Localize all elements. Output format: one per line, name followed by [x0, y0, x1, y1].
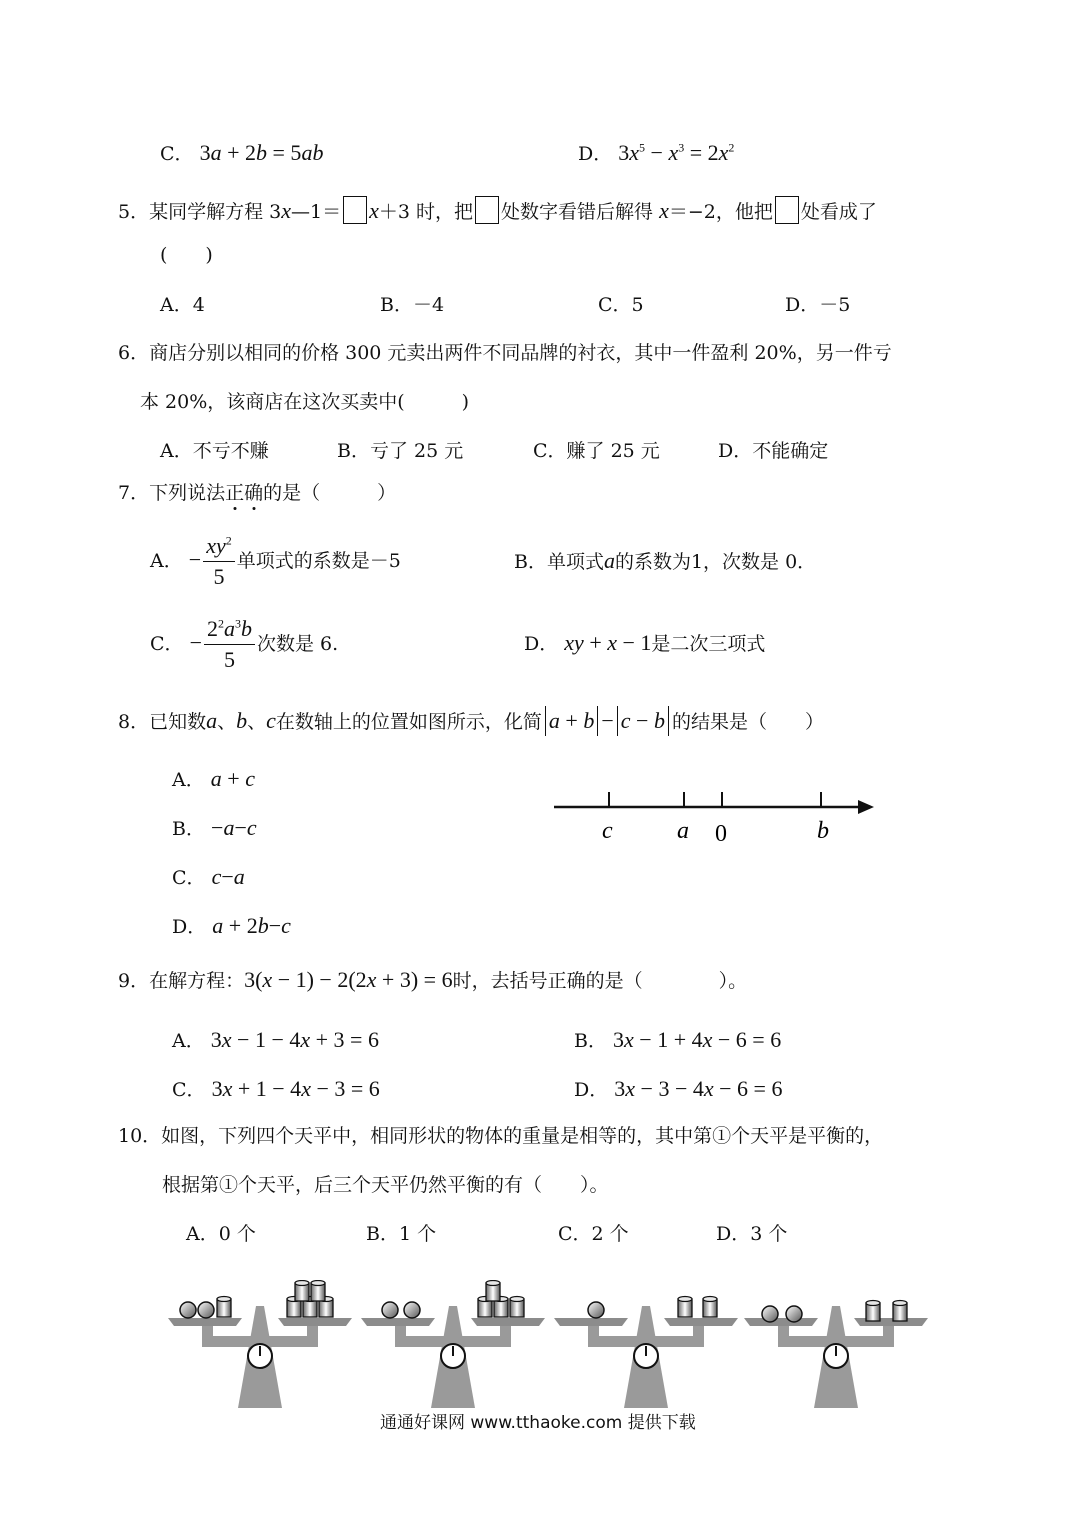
option-text: 的系数为1，次数是 0． — [614, 551, 817, 573]
number-line — [540, 780, 900, 860]
q10-stem-line2: 根据第①个天平，后三个天平仍然平衡的有（ ）。 — [162, 1174, 609, 1196]
option-label: B． — [574, 1030, 607, 1052]
balance-scales-figure — [160, 1280, 940, 1410]
formula: 3a + 2b = 5ab — [199, 140, 324, 165]
option-label: C． — [172, 1079, 206, 1101]
axis-label-c: c — [602, 818, 613, 844]
q9-stem — [118, 967, 747, 993]
stem-text: 在数轴上的位置如图所示，化简 — [275, 711, 542, 733]
q4-option-d — [578, 140, 734, 166]
q5-option-b: B．－4 — [380, 294, 445, 316]
equation: 3x + 1 − 4x − 3 = 6 — [211, 1076, 380, 1101]
q9-option-b — [574, 1027, 781, 1053]
q8-option-a: A． a + c — [172, 766, 255, 791]
answer-paren: ( ) — [160, 244, 213, 266]
balance-scale-4 — [744, 1301, 928, 1409]
stem-text: ＋3 时，把 — [378, 201, 473, 223]
q5-option-c: C．5 — [598, 294, 644, 316]
q9-option-c — [172, 1076, 380, 1102]
q8-option-b — [172, 815, 257, 841]
option-label: C． — [172, 867, 206, 889]
blank-box — [343, 196, 367, 224]
q6-option-b: B．亏了 25 元 — [337, 440, 464, 462]
axis-label-zero: 0 — [715, 821, 727, 847]
stem-text: 9．在解方程： — [118, 970, 245, 992]
q7-stem — [118, 482, 396, 505]
equation: 3x − 1 − 4x + 3 = 6 — [210, 1027, 379, 1052]
q9-option-a — [172, 1027, 379, 1053]
stem-text: 某同学解方程 3 — [149, 201, 282, 223]
q8-option-d — [172, 913, 291, 939]
emphasis-char: 确 — [244, 482, 264, 504]
option-label: D． — [574, 1079, 609, 1101]
blank-box — [475, 196, 499, 224]
q8-option-c — [172, 864, 245, 890]
option-label: D． — [578, 143, 613, 165]
equation: 3x − 1 + 4x − 6 = 6 — [613, 1027, 782, 1052]
var-b: b — [236, 708, 248, 733]
formula: a — [210, 766, 222, 791]
stem-text: 8．已知数 — [118, 711, 207, 733]
option-label: B． — [172, 818, 205, 840]
var-x: x — [659, 198, 669, 223]
minus-sign: − — [188, 546, 202, 572]
option-label: A． — [172, 1030, 205, 1052]
q7-option-c — [150, 616, 338, 674]
q6-option-d: D．不能确定 — [718, 440, 829, 462]
stem-text: 的结果是（ ） — [671, 711, 824, 733]
q6-stem-line2: 本 20%，该商店在这次买卖中( ) — [140, 391, 470, 413]
formula: $3x^5 - x^3 = 2x^2$ — [618, 140, 735, 165]
q6-stem-line1: 6．商店分别以相同的价格 300 元卖出两件不同品牌的衬衣，其中一件盈利 20%，另一件亏 — [118, 342, 892, 364]
option-label: D． — [524, 633, 559, 655]
q7-option-b — [514, 548, 816, 574]
stem-text: 时，去括号正确的是（ ）。 — [452, 970, 748, 992]
stem-text: 、 — [217, 711, 237, 733]
q10-option-c: C．2 个 — [558, 1223, 629, 1245]
q6-option-c: C．赚了 25 元 — [533, 440, 660, 462]
q8-stem — [118, 706, 824, 736]
formula: a + 2b−c — [212, 913, 291, 938]
option-label: D． — [172, 916, 207, 938]
option-label: A． — [150, 549, 183, 572]
option-text: 单项式的系数是－5 — [236, 549, 401, 572]
var-c: c — [266, 708, 276, 733]
option-text: 是二次三项式 — [651, 633, 766, 655]
q10-option-d: D．3 个 — [716, 1223, 788, 1245]
fraction: $\frac{xy^2}{5}$ — [203, 533, 235, 591]
q7-option-a — [150, 533, 401, 591]
var-a: a — [206, 708, 218, 733]
var-x: x — [281, 198, 291, 223]
q5-option-d: D．－5 — [785, 294, 851, 316]
question-number: 5． — [118, 201, 150, 223]
stem-text: 处看成了 — [800, 201, 877, 223]
q9-option-d — [574, 1076, 782, 1102]
axis-label-b: b — [817, 818, 829, 844]
q5-option-a: A．4 — [160, 294, 205, 316]
stem-text: 处数字看错后解得 — [501, 201, 654, 223]
q10-option-a: A．0 个 — [186, 1223, 256, 1245]
q5-stem — [118, 196, 877, 224]
option-label: C． — [150, 632, 184, 655]
balance-scale-3 — [554, 1297, 738, 1409]
q7-option-d — [524, 630, 765, 656]
axis-label-a: a — [677, 818, 689, 844]
formula: xy + x − 1 — [564, 630, 652, 655]
formula: −a−c — [211, 815, 257, 840]
stem-text: 7．下列说法 — [118, 482, 226, 504]
stem-text: —1＝ — [291, 201, 342, 223]
q4-option-c — [160, 140, 323, 166]
option-label: B．单项式 — [514, 551, 604, 573]
footer-watermark: 通通好课网 www.tthaoke.com 提供下载 — [380, 1413, 696, 1433]
balance-scale-1 — [168, 1281, 352, 1409]
fraction: $\frac{2^2a^3b}{5}$ — [204, 616, 255, 674]
abs-expression: a + b − c − b — [542, 708, 672, 733]
q10-option-b: B．1 个 — [366, 1223, 437, 1245]
stem-text: 、 — [247, 711, 267, 733]
option-label: A． — [172, 769, 205, 791]
q6-option-a: A．不亏不赚 — [160, 440, 269, 462]
minus-sign: − — [189, 629, 203, 655]
emphasis-char: 正 — [225, 482, 245, 504]
formula: c−a — [211, 864, 245, 889]
stem-text: 的是（ ） — [263, 482, 397, 504]
var-a: a — [603, 548, 615, 573]
q10-stem-line1: 10．如图，下列四个天平中，相同形状的物体的重量是相等的，其中第①个天平是平衡的， — [118, 1125, 884, 1147]
stem-text: ＝−2，他把 — [668, 201, 773, 223]
equation: 3(x − 1) − 2(2x + 3) = 6 — [244, 967, 453, 992]
option-text: 次数是 6. — [257, 632, 339, 655]
option-label: C． — [160, 143, 194, 165]
balance-scale-2 — [361, 1281, 545, 1409]
blank-box — [775, 196, 799, 224]
var-x: x — [369, 198, 379, 223]
equation: 3x − 3 − 4x − 6 = 6 — [614, 1076, 783, 1101]
